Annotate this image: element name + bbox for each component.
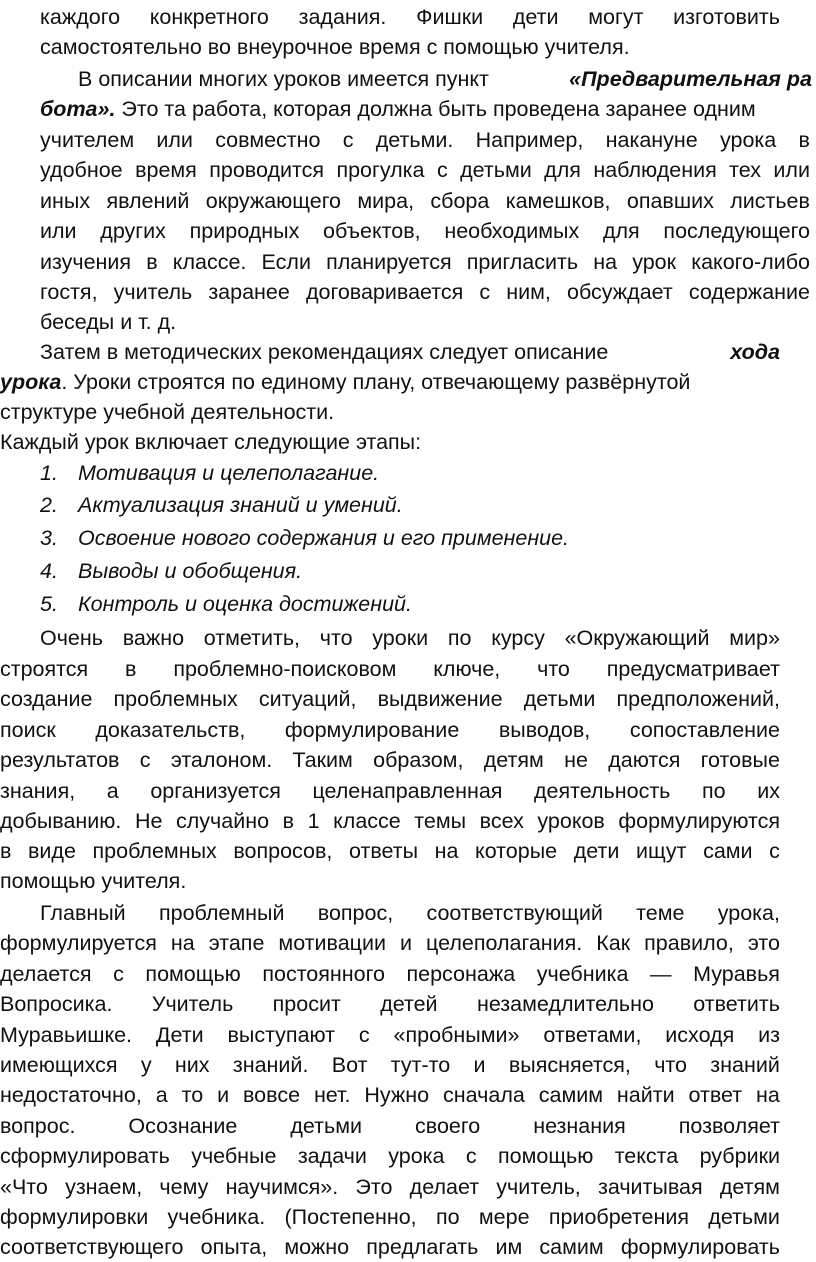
word: какого-либо (691, 250, 810, 274)
word: каждого (40, 5, 121, 29)
word: Вопросика. (0, 992, 113, 1016)
word: научимся». (225, 1175, 339, 1199)
list-item-number: 3. (40, 526, 58, 550)
word: на (434, 839, 459, 863)
word: Как (596, 931, 631, 955)
word: а (155, 1083, 168, 1107)
word: — (650, 962, 672, 986)
word: сформулировать (0, 1144, 170, 1168)
list-item-number: 1. (40, 461, 58, 485)
text-line (78, 64, 812, 94)
text-segment: . Уроки строятся по единому плану, отвечающему развёрнутой (61, 370, 691, 394)
term-preliminary-work: «Предварительная ра (569, 67, 812, 91)
word: учебника. (167, 1205, 266, 1229)
list-item (0, 490, 780, 520)
word: ключе, (433, 657, 501, 681)
list-item-text: Выводы и обобщения. (78, 559, 303, 583)
word: это (747, 931, 780, 955)
word: с (465, 1144, 477, 1168)
word: дети (573, 839, 620, 863)
word: не (564, 748, 588, 772)
word: узнаем, (65, 1175, 143, 1199)
word: с (342, 128, 354, 152)
word: выступают (227, 1023, 336, 1047)
word: найти (616, 1083, 675, 1107)
word: предположений, (616, 687, 780, 711)
word: в (798, 128, 810, 152)
word: уроков (537, 809, 605, 833)
word: других (100, 219, 166, 243)
word: детьми (460, 158, 532, 182)
term-lesson-course: хода (730, 340, 780, 364)
word: «пробными» (393, 1023, 520, 1047)
word: исходя (665, 1023, 735, 1047)
word: в (125, 657, 137, 681)
word: из (758, 1023, 780, 1047)
word: мотивации (278, 931, 387, 955)
word: Муравья (693, 962, 780, 986)
word: по (447, 626, 472, 650)
word: (Постепенно, (284, 1205, 417, 1229)
word: совместно (215, 128, 321, 152)
word: помощью (145, 962, 241, 986)
word: ответы (348, 839, 419, 863)
text-line (0, 367, 780, 397)
word: имеющихся (0, 1053, 118, 1077)
word: ищут (635, 839, 687, 863)
word: делается (0, 962, 92, 986)
text-line: самостоятельно во внеурочное время с помощью учителя. (40, 35, 630, 59)
word: формулировки (0, 1205, 149, 1229)
word: незамедлительно (476, 992, 654, 1016)
list-item-number: 4. (40, 559, 58, 583)
text-line (0, 745, 780, 775)
word: создание (0, 687, 93, 711)
word: вопрос, (317, 901, 394, 925)
word: важно (122, 626, 185, 650)
word: целенаправленная (312, 779, 503, 803)
word: детьми. (375, 128, 454, 152)
word: по (701, 779, 726, 803)
word: для (544, 158, 581, 182)
word: у (140, 1053, 152, 1077)
text-line (0, 1172, 780, 1202)
word: ответить (693, 992, 780, 1016)
text-line (40, 277, 810, 307)
word: позволяет (678, 1114, 780, 1138)
text-line (0, 989, 780, 1019)
word: соответствующего (0, 1235, 184, 1259)
word: детьми (290, 1114, 363, 1138)
word: Очень (40, 626, 103, 650)
list-item-text: Контроль и оценка достижений. (78, 592, 412, 616)
list-item-text: Мотивация и целеполагание. (78, 461, 380, 485)
word: природных (189, 219, 300, 243)
word: Главный (40, 901, 126, 925)
word: Не (134, 809, 163, 833)
word: случайно (176, 809, 270, 833)
list-item-number: 2. (40, 493, 58, 517)
word: формулируются (618, 809, 780, 833)
word: проблемный (158, 901, 285, 925)
text-line (40, 125, 810, 155)
word: постоянного (262, 962, 385, 986)
word: тех (729, 158, 761, 182)
word: вопрос. (0, 1114, 76, 1138)
word: выводов, (498, 718, 591, 742)
word: Это (355, 1175, 393, 1199)
text-line (40, 337, 780, 367)
text-line (0, 1141, 780, 1171)
word: заранее (208, 280, 290, 304)
word: урока, (717, 901, 780, 925)
word: изготовить (673, 5, 780, 29)
word: а (106, 779, 119, 803)
word: что (654, 1053, 687, 1077)
word: то (181, 1083, 204, 1107)
word: деятельность (534, 779, 671, 803)
word: им (495, 1235, 523, 1259)
word: или (773, 158, 810, 182)
word: Если (261, 250, 311, 274)
word: просит (272, 992, 341, 1016)
word: на (170, 931, 195, 955)
text-line (0, 928, 780, 958)
text-line (0, 684, 780, 714)
word: учителем (40, 128, 135, 152)
word: учитель (113, 280, 193, 304)
word: сопоставление (629, 718, 780, 742)
word: проводится (209, 158, 325, 182)
word: или (40, 219, 77, 243)
word: помощью (497, 1144, 594, 1168)
word: прогулка (336, 158, 425, 182)
word: готовые (700, 748, 780, 772)
word: правило, (644, 931, 734, 955)
text-line (40, 623, 780, 653)
word: по (435, 1205, 460, 1229)
word: «Окружающий (564, 626, 710, 650)
text-line: помощью учителя. (0, 869, 187, 893)
word: детям (719, 1175, 780, 1199)
word: теме (636, 901, 685, 925)
text-segment: Это та работа, которая должна быть проведена заранее одним (115, 97, 756, 121)
word: проблемных (92, 839, 217, 863)
word: организуется (150, 779, 281, 803)
word: окружающего (205, 189, 342, 213)
word: пригласить (466, 250, 579, 274)
word: учебника (536, 962, 629, 986)
text-segment: В описании многих уроков имеется пункт (78, 67, 489, 91)
word: Учитель (151, 992, 234, 1016)
word: классе (333, 809, 401, 833)
word: время (135, 158, 197, 182)
text-line (40, 898, 780, 928)
word: знаний. (232, 1053, 309, 1077)
word: договаривается (305, 280, 464, 304)
word: урока (719, 128, 777, 152)
text-line (40, 216, 810, 246)
word: формулируется (0, 931, 157, 955)
word: опавших (626, 189, 714, 213)
word: поиск (0, 718, 56, 742)
text-line: структуре учебной деятельности. (0, 400, 335, 424)
word: Дети (155, 1023, 204, 1047)
word: задачи (297, 1144, 367, 1168)
word: Вот (331, 1053, 368, 1077)
word: что (537, 657, 570, 681)
text-segment: Затем в методических рекомендациях следует описание (40, 340, 609, 364)
list-item (0, 589, 780, 619)
word: объектов, (323, 219, 421, 243)
word: накануне (605, 128, 698, 152)
word: классе. (172, 250, 247, 274)
word: планируется (326, 250, 452, 274)
word: виде (28, 839, 76, 863)
word: своего (415, 1114, 481, 1138)
word: задания. (298, 5, 387, 29)
word: этапе (208, 931, 265, 955)
word: Осознание (128, 1114, 238, 1138)
word: наблюдения (593, 158, 717, 182)
word: проблемно-поисковом (173, 657, 397, 681)
word: ответами, (543, 1023, 642, 1047)
word: изучения (40, 250, 132, 274)
word: явлений (106, 189, 190, 213)
word: добыванию. (0, 809, 122, 833)
word: 1 (307, 809, 320, 833)
word: формулировать (620, 1235, 780, 1259)
word: на (593, 250, 618, 274)
word: образом, (373, 748, 464, 772)
text-line (40, 247, 810, 277)
word: выясняется, (508, 1053, 631, 1077)
word: недостаточно, (0, 1083, 142, 1107)
word: обсуждает (567, 280, 673, 304)
word: камешков, (505, 189, 611, 213)
word: самим (538, 1083, 604, 1107)
word: доказательств, (95, 718, 246, 742)
word: формулирование (284, 718, 460, 742)
text-line: беседы и т. д. (40, 310, 177, 334)
word: содержание (688, 280, 810, 304)
word: мере (478, 1205, 530, 1229)
word: детьми (523, 687, 596, 711)
text-line (0, 1050, 780, 1080)
word: последующего (663, 219, 810, 243)
word: которые (475, 839, 558, 863)
word: результатов (0, 748, 120, 772)
word: сбора (430, 189, 490, 213)
word: темы (414, 809, 467, 833)
term-lesson-course-end: урока (0, 370, 62, 394)
word: мир» (729, 626, 780, 650)
word: иных (40, 189, 91, 213)
word: тут-то (390, 1053, 451, 1077)
text-line (0, 715, 780, 745)
word: их (757, 779, 780, 803)
list-item-number: 5. (40, 592, 58, 616)
word: с (358, 1023, 370, 1047)
word: текста (614, 1144, 679, 1168)
text-line (0, 806, 780, 836)
word: делает (409, 1175, 480, 1199)
word: и (217, 1083, 230, 1107)
word: необходимых (444, 219, 580, 243)
text-line (0, 1202, 780, 1232)
list-item (0, 523, 780, 553)
word: отметить, (203, 626, 301, 650)
word: самим (539, 1235, 604, 1259)
word: знания, (0, 779, 76, 803)
word: гостя, (40, 280, 98, 304)
word: дети (512, 5, 559, 29)
text-line (40, 186, 810, 216)
word: рубрики (699, 1144, 780, 1168)
text-line (40, 2, 780, 32)
text-line (0, 959, 780, 989)
text-line: Каждый урок включает следующие этапы: (0, 430, 422, 454)
word: и (473, 1053, 486, 1077)
word: для (602, 219, 640, 243)
word: ним, (506, 280, 551, 304)
word: соответствующий (426, 901, 603, 925)
word: строятся (0, 657, 89, 681)
word: учитель, (496, 1175, 581, 1199)
word: приобретения (548, 1205, 689, 1229)
text-line (0, 654, 780, 684)
word: и (400, 931, 413, 955)
word: выдвижение (377, 687, 503, 711)
word: детьми (708, 1205, 780, 1229)
word: мира, (357, 189, 415, 213)
word: вопросов, (233, 839, 333, 863)
text-line (0, 836, 780, 866)
word: в (146, 250, 158, 274)
word: сами (703, 839, 753, 863)
word: опыта, (200, 1235, 268, 1259)
word: предлагать (366, 1235, 479, 1259)
text-line (40, 155, 810, 185)
word: сначала (443, 1083, 525, 1107)
word: урока (388, 1144, 445, 1168)
word: знаний (710, 1053, 780, 1077)
word: персонажа (406, 962, 516, 986)
word: них (174, 1053, 210, 1077)
word: с (139, 748, 151, 772)
word: уроки (372, 626, 429, 650)
word: чему (159, 1175, 209, 1199)
word: целеполагания. (426, 931, 583, 955)
word: «Что (0, 1175, 48, 1199)
word: проблемных (113, 687, 238, 711)
word: конкретного (149, 5, 269, 29)
word: эталоном. (170, 748, 273, 772)
word: учебные (191, 1144, 277, 1168)
word: с (769, 839, 780, 863)
word: могут (588, 5, 644, 29)
word: что (319, 626, 353, 650)
list-item-text: Актуализация знаний и умений. (78, 493, 403, 517)
word: Например, (475, 128, 584, 152)
word: даются (608, 748, 681, 772)
word: с (436, 158, 448, 182)
word: всех (479, 809, 524, 833)
word: ситуаций, (258, 687, 357, 711)
word: незнания (533, 1114, 626, 1138)
word: в (282, 809, 295, 833)
text-line (0, 1080, 780, 1110)
word: удобное (40, 158, 123, 182)
word: нет. (313, 1083, 351, 1107)
word: можно (284, 1235, 350, 1259)
word: вовсе (243, 1083, 301, 1107)
list-item (0, 556, 780, 586)
word: с (113, 962, 124, 986)
word: с (479, 280, 491, 304)
word: Фишки (416, 5, 484, 29)
word: предусматривает (606, 657, 780, 681)
text-line (0, 1020, 780, 1050)
list-item (0, 458, 780, 488)
term-preliminary-work-end: бота». (40, 97, 116, 121)
word: курсу (491, 626, 545, 650)
word: урок (632, 250, 677, 274)
word: в (0, 839, 12, 863)
text-line (0, 776, 780, 806)
text-line (0, 1111, 780, 1141)
word: детей (380, 992, 438, 1016)
word: Таким (292, 748, 353, 772)
text-line (40, 94, 810, 124)
word: ответ (688, 1083, 743, 1107)
word: детям (483, 748, 544, 772)
word: Муравьишке. (0, 1023, 133, 1047)
word: или (156, 128, 193, 152)
word: зачитывая (597, 1175, 703, 1199)
word: Нужно (364, 1083, 430, 1107)
list-item-text: Освоение нового содержания и его применение. (78, 526, 570, 550)
word: на (756, 1083, 780, 1107)
text-line (0, 1232, 780, 1262)
word: листьев (730, 189, 810, 213)
